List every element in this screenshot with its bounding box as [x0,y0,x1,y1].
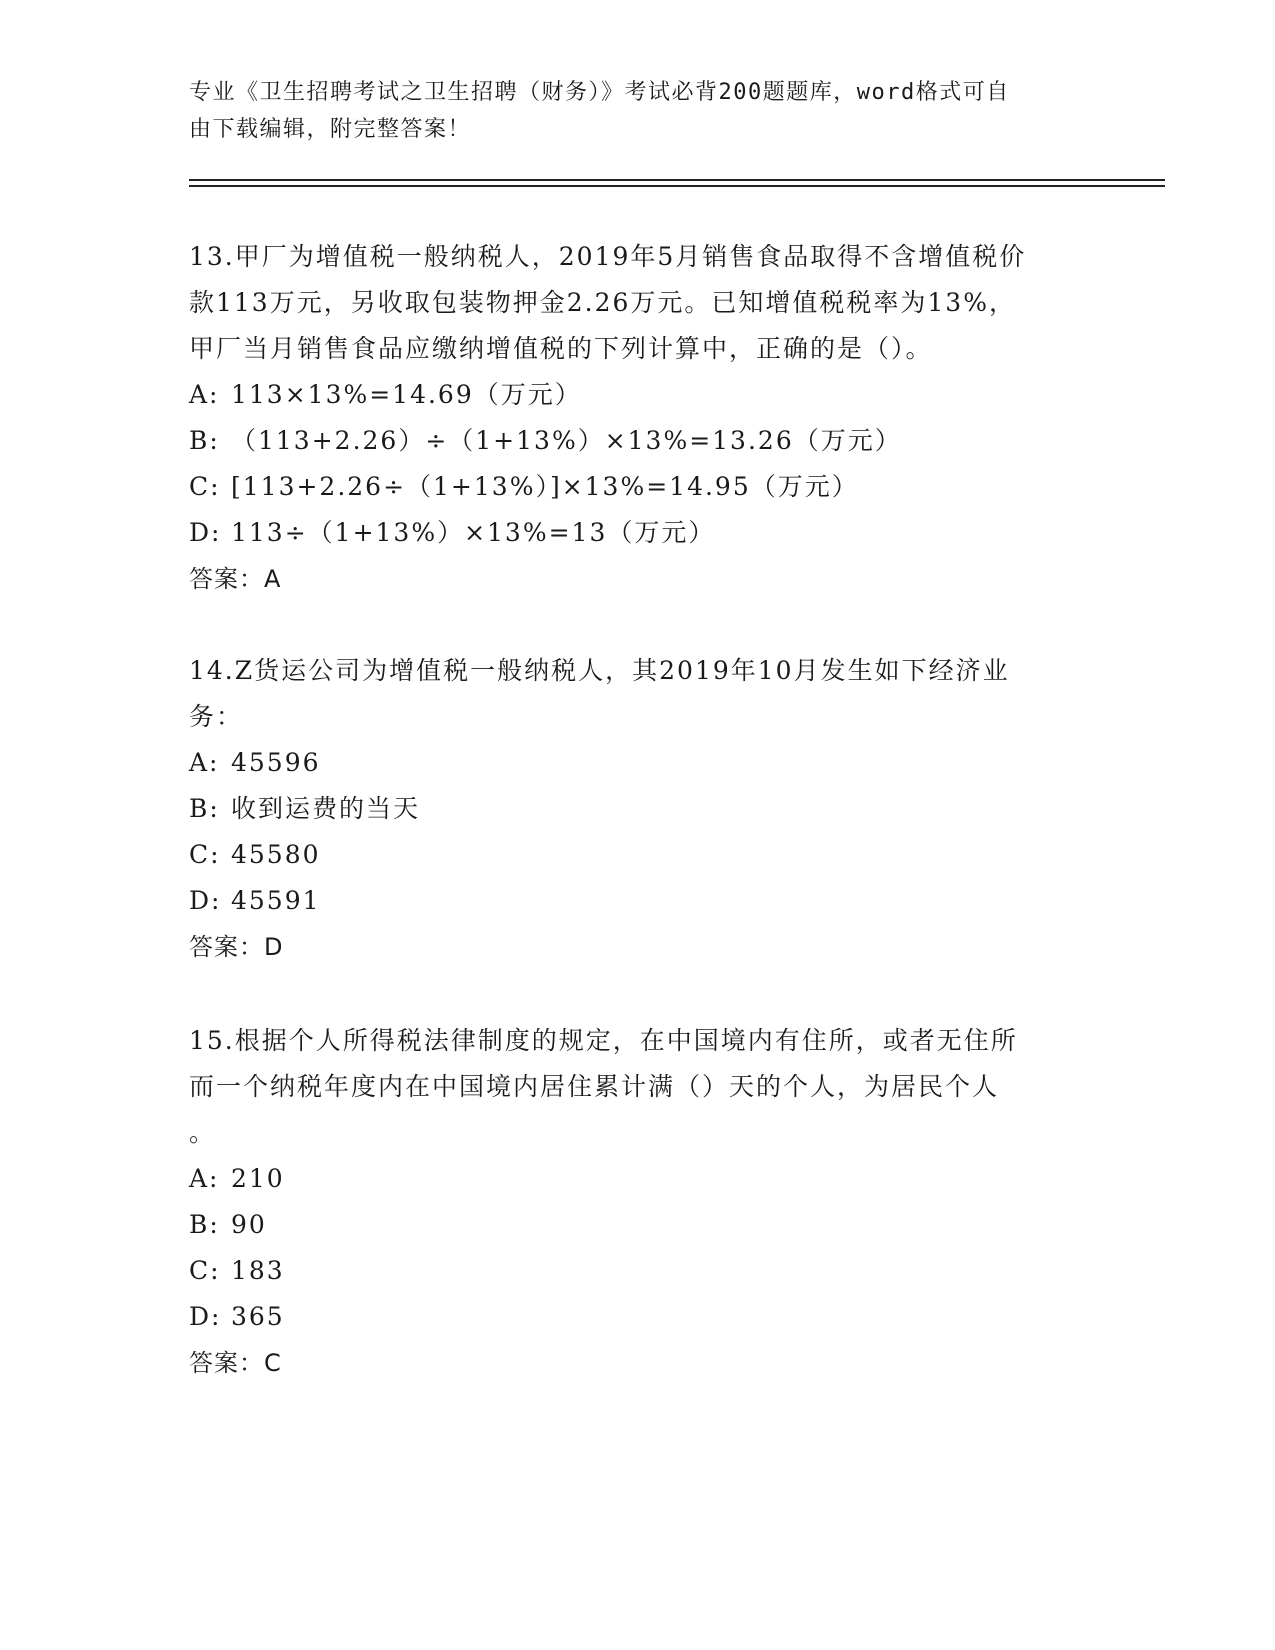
option-label: C: [189,840,221,869]
answer: 答案：C [189,1349,282,1377]
stem-line: 13.甲厂为增值税一般纳税人，2019年5月销售食品取得不含增值税价 [189,242,1027,271]
option-label: C: [189,1256,221,1285]
option-a [189,372,1089,418]
option-c [189,1248,1089,1294]
question-14 [189,648,1089,970]
answer: 答案：A [189,565,282,593]
option-label: A: [189,1164,220,1193]
option-a [189,1156,1089,1202]
question-stem [189,234,1089,372]
option-text: [113+2.26÷（1+13%）]×13%=14.95（万元） [231,472,859,501]
option-b [189,1202,1089,1248]
header-line-2: 由下载编辑，附完整答案！ [189,117,472,142]
option-label: B: [189,426,220,455]
stem-line: 而一个纳税年度内在中国境内居住累计满（）天的个人，为居民个人 [189,1072,1000,1101]
question-13 [189,234,1089,602]
option-text: 收到运费的当天 [231,794,421,823]
stem-line: 14.Z货运公司为增值税一般纳税人，其2019年10月发生如下经济业 [189,656,1010,685]
option-a [189,740,1089,786]
header-line-1: 专业《卫生招聘考试之卫生招聘（财务）》考试必背200题题库，word格式可自 [189,80,1010,105]
stem-line: 15.根据个人所得税法律制度的规定，在中国境内有住所，或者无住所 [189,1026,1018,1055]
stem-line: 款113万元，另收取包装物押金2.26万元。已知增值税税率为13%， [189,288,1016,317]
header-divider-bottom [189,185,1165,187]
option-label: D: [189,518,222,547]
option-label: D: [189,1302,222,1331]
option-text: （113+2.26）÷（1+13%）×13%=13.26（万元） [231,426,902,455]
option-label: C: [189,472,221,501]
option-text: 113×13%=14.69（万元） [231,380,582,409]
option-text: 90 [231,1210,267,1239]
stem-line: 务： [189,702,244,731]
option-text: 365 [231,1302,285,1331]
stem-line: 。 [189,1118,217,1147]
document-header [189,74,1089,148]
option-label: D: [189,886,222,915]
answer: 答案：D [189,933,284,961]
option-b [189,786,1089,832]
option-d [189,1294,1089,1340]
option-c [189,464,1089,510]
option-b [189,418,1089,464]
option-text: 113÷（1+13%）×13%=13（万元） [231,518,716,547]
option-label: A: [189,748,220,777]
question-stem [189,648,1089,740]
option-d [189,878,1089,924]
option-text: 45596 [231,748,321,777]
option-c [189,832,1089,878]
option-text: 45591 [231,886,321,915]
option-label: A: [189,380,220,409]
option-text: 210 [231,1164,285,1193]
question-stem [189,1018,1089,1156]
option-text: 45580 [231,840,321,869]
option-text: 183 [231,1256,285,1285]
header-divider-top [189,179,1165,181]
option-d [189,510,1089,556]
option-label: B: [189,794,220,823]
option-label: B: [189,1210,220,1239]
stem-line: 甲厂当月销售食品应缴纳增值税的下列计算中，正确的是（）。 [189,334,933,363]
question-15 [189,1018,1089,1386]
